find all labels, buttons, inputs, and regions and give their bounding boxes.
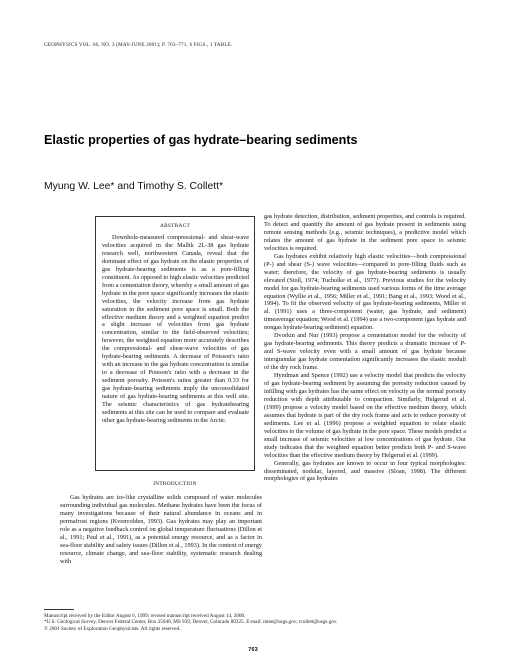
- footnotes: [44, 613, 464, 632]
- page-number: 763: [248, 647, 258, 653]
- footnote-received: Manuscript received by the Editor August 6, 1999; revised manuscript received August 14, 2000.: [44, 613, 246, 619]
- introduction-body: [60, 494, 262, 566]
- right-column-body: [264, 213, 466, 483]
- body-paragraph: Dvorkin and Nur (1993) propose a cementation model for the velocity of gas hydrate-bearing sediments. This theory predicts a dramatic increase of P- and S-wave velocity even with a small amount of gas hydrate because intergranular gas hydrate cementation significantly increases the elastic moduli of the dry rock frame.: [264, 332, 466, 372]
- journal-header: GEOPHYSICS VOL. 66, NO. 3 (MAY-JUNE 2001); P. 763–771, 6 FIGS., 1 TABLE.: [44, 42, 233, 48]
- abstract-heading: ABSTRACT: [159, 223, 191, 229]
- introduction-heading: INTRODUCTION: [153, 481, 197, 487]
- abstract-body: [102, 234, 249, 425]
- abstract-paragraph: Downhole-measured compressional- and shear-wave velocities acquired in the Mallik 2L-38 gas hydrate research well, northwestern Canada, reveal that the dominant effect of gas hydrate on the elastic properties of gas hydrate-bearing sediments is as a pore-filling constituent. As opposed to high elastic velocities predicted from a cementation theory, whereby a small amount of gas hydrate in the pore space significantly increases the elastic velocities, the velocity increase from gas hydrate saturation in the sediment pore space is small. Both the effective medium theory and a weighted equation predict a slight increase of velocities from gas hydrate concentration, similar to the field-observed velocities; however, the weighted equation more accurately describes the compressional- and shear-wave velocities of gas hydrate-bearing sediments. A decrease of Poisson's ratio with an increase in the gas hydrate concentration is similar to a decrease of Poisson's ratio with a decrease in the sediment porosity. Poisson's ratios greater than 0.33 for gas hydrate-bearing sediments imply the unconsolidated nature of gas hydrate-bearing sediments at this well site. The seismic characteristics of gas hydratebearing sediments at this site can be used to compare and evaluate other gas hydrate-bearing sediments in the Arctic.: [102, 234, 249, 424]
- footnote-copyright: © 2001 Society of Exploration Geophysicists. All rights reserved.: [44, 625, 181, 632]
- body-paragraph: Hyndman and Spence (1992) use a velocity model that predicts the velocity of gas hydrate-bearing sediment by assuming the porosity reduction caused by infilling with gas hydrates has the same effect on velocity as the normal porosity reduction with depth attributable to compaction. Similarly, Helgerud et al. (1999) propose a velocity model based on the effective medium theory, which assumes that hydrate is part of the dry rock frame and acts to reduce porosity of sediments. Lee et al. (1996) propose a weighted equation to relate elastic velocities to the volume of gas hydrate in the pore space. These models predict a small increase of seismic velocities at low concentrations of gas hydrate. Our study indicates that the weighted equation better predicts both P- and S-wave velocities than the effective medium theory by Helgerud et al. (1999).: [264, 372, 466, 459]
- body-paragraph: Gas hydrates exhibit relatively high elastic velocities—both compressional (P-) and shear (S-) wave velocities—compared to pore-filling fluids such as water; therefore, the velocity of gas hydrate-bearing sediments is usually elevated (Stoll, 1974; Tucholke et al., 1977). Previous studies for the velocity model for gas hydrate-bearing sediments used various forms of the time average equation (Wyllie et al., 1956; Miller et al., 1991; Bang et al., 1993; Wood et al., 1994). To fit the observed velocity of gas hydrate-bearing sediments, Miller et al. (1991) uses a three-component (water, gas hydrate, and sediment) timeaverage equation; Wood et al. (1994) use a two-component (gas hydrate and nongas hydrate-bearing sediment) equation.: [264, 252, 466, 332]
- body-paragraph: gas hydrate detection, distribution, sediment properties, and controls is required. To detect and quantify the amount of gas hydrate present in sediments using remote sensing methods (e.g., seismic techniques), a predictive model which relates the amount of gas hydrate in the sediment pore space to seismic velocities is required.: [264, 213, 466, 252]
- body-paragraph: Generally, gas hydrates are known to occur in four typical morphologies: disseminated, nodular, layered, and massive (Sloan, 1998). The different morphologies of gas hydrates: [264, 459, 466, 483]
- footnote-rule: [44, 609, 74, 610]
- abstract-box: [95, 216, 255, 471]
- authors: Myung W. Lee* and Timothy S. Collett*: [44, 181, 224, 192]
- introduction-paragraph: Gas hydrates are ice-like crystalline solids composed of water molecules surrounding individual gas molecules. Methane hydrates have been the focus of many investigations because of their natural abundance in oceans and in permafrost regions (Kvenvolden, 1993). Gas hydrates may play an important role as a negative feedback control on global temperature fluctuations (Dillon et al., 1991; Paul et al., 1991), as a potential energy resource, and as a factor in sea-floor stability and safety issues (Dillon et al., 1993). In the context of energy resource, climate change, and sea-floor stability, systematic research dealing with: [60, 494, 262, 565]
- footnote-affiliation: *U.S. Geological Survey, Denver Federal Center, Box 25046, MS 939, Denver, Colorado 80225. E-mail: mlee@usgs.gov; tcollett@usgs.gov.: [44, 619, 338, 626]
- paper-title: Elastic properties of gas hydrate–bearing sediments: [44, 133, 358, 147]
